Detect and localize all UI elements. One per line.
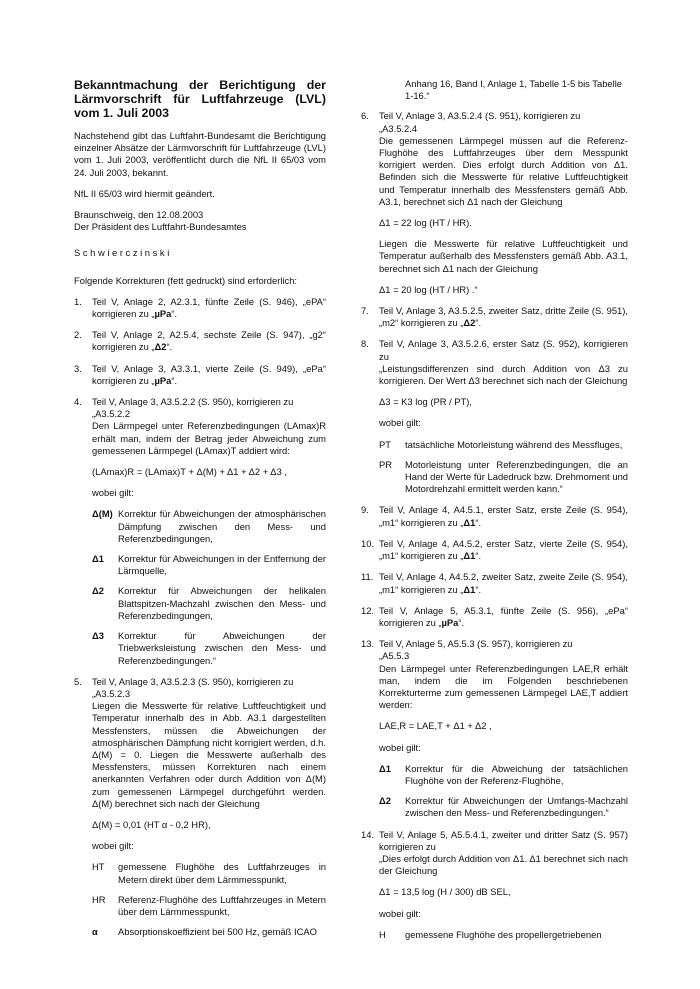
correction-item-2 [74, 329, 326, 353]
item-paragraph: Die gemessenen Lärmpegel müssen auf die Referenz-Flughöhe des Luftfahrzeuges über dem Messpunkt korrigiert werden. Dies erfolgt durch Addition von Δ1. Befinden sich die Messwerte für relative Luftfeuchtigkeit und Temperatur innerhalb des Messfensters gemäß Abb. A3.1, berechnet sich Δ1 nach der Gleichung [379, 134, 628, 207]
definition-symbol: α [92, 926, 98, 938]
item-text: Teil V, Anlage 2, A2.3.1, fünfte Zeile (S. 946), „ePA“ korrigieren zu „ [92, 295, 326, 320]
definition-symbol: HR [92, 893, 106, 905]
place-date-block [74, 209, 326, 233]
definition-text: Anhang 16, Band I, Anlage 1, Tabelle 1-5 bis Tabelle 1-16.“ [405, 78, 623, 102]
item-number: 8. [361, 338, 369, 350]
item-number: 7. [361, 305, 369, 317]
item-paragraph: Liegen die Messwerte für relative Luftfeuchtigkeit und Temperatur außerhalb des Messfensters gemäß Abb. A3.1, berechnet sich Δ1 nach der Gleichung [379, 238, 628, 274]
item-correction: Δ1 [463, 550, 476, 562]
definition-symbol: H [379, 928, 386, 940]
section-ref: „A3.5.2.2 [92, 408, 131, 420]
left-column [74, 78, 326, 947]
equation: LAE,R = LAE,T + Δ1 + Δ2 , [379, 720, 492, 732]
definition-row [92, 553, 326, 577]
item-correction: Δ1 [463, 516, 476, 528]
correction-item-7 [361, 305, 628, 329]
definition-row [92, 630, 326, 667]
correction-item-8 [361, 338, 628, 495]
correction-item-3 [74, 363, 326, 387]
signature: Schwierczinski [74, 247, 172, 259]
correction-item-12 [361, 605, 628, 629]
equation: Δ1 = 13,5 log (H / 300) dB SEL, [379, 886, 511, 898]
definition-row [92, 861, 326, 885]
definition-text: Absorptionskoeffizient bei 500 Hz, gemäß ICAO [118, 926, 317, 938]
item-correction: µPa [154, 308, 172, 320]
item-number: 13. [361, 638, 375, 650]
item-correction: Δ2 [463, 317, 476, 329]
item-correction: Δ1 [463, 583, 476, 595]
item-number: 9. [361, 504, 369, 516]
definition-row [92, 894, 326, 918]
item-text-end: “. [475, 550, 482, 562]
definition-text: Motorleistung unter Referenzbedingungen, die an Hand der Werte für Ladedruck bzw. Drehmoment und Motordrehzahl ermittelt werden kann.“ [405, 458, 628, 495]
item-text: Teil V, Anlage 4, A4.5.2, erster Satz, vierte Zeile (S. 954), „m1“ korrigieren zu „ [379, 537, 628, 562]
definition-text: Korrektur für Abweichungen der helikalen Blattspitzen-Machzahl zwischen den Mess- und Referenzbedingungen, [118, 585, 326, 621]
item-text-end: “. [171, 374, 178, 386]
definition-row [92, 926, 326, 938]
item-text: Teil V, Anlage 3, A3.5.2.4 (S. 951), korrigieren zu [379, 110, 581, 122]
item-correction: µPa [441, 616, 459, 628]
definition-symbol: Δ(M) [92, 508, 113, 520]
definition-row [379, 795, 628, 819]
item-number: 5. [74, 675, 82, 687]
item-number: 11. [361, 571, 374, 583]
equation: Δ1 = 22 log (HT / HR). [379, 217, 472, 229]
definition-continuation [379, 78, 628, 102]
definition-text: Korrektur für Abweichungen der Umfangs-Machzahl zwischen den Mess- und Referenzbedingungen.“ [405, 795, 628, 819]
item-text: Teil V, Anlage 3, A3.5.2.3 (S. 950), korrigieren zu [92, 675, 294, 687]
right-column [361, 78, 628, 950]
item-text-end: “. [475, 583, 482, 595]
item-text-end: “. [166, 341, 173, 353]
item-number: 2. [74, 329, 82, 341]
definition-text: Korrektur für die Abweichung der tatsächlichen Flughöhe von der Referenz-Flughöhe, [405, 762, 628, 786]
definition-symbol: Δ2 [92, 585, 104, 597]
correction-item-5 [74, 676, 326, 939]
definition-symbol: HT [92, 861, 105, 873]
item-paragraph: „Dies erfolgt durch Addition von Δ1. Δ1 berechnet sich nach der Gleichung [379, 852, 628, 877]
intro-paragraph: Nachstehend gibt das Luftfahrt-Bundesamt die Berichtigung einzelner Absätze der Lärmvorschrift für Luftfahrzeuge (LVL) vom 1. Juli 2003, veröffentlicht durch die NfL II 65/03 vom 24. Juli 2003, bekannt. [74, 130, 326, 178]
where-label: wobei gilt: [379, 417, 421, 429]
definition-symbol: PT [379, 438, 391, 450]
definition-text: Referenz-Flughöhe des Luftfahrzeuges in Metern über dem Lärmmesspunkt, [118, 893, 326, 917]
section-ref: „A3.5.2.4 [379, 122, 418, 134]
definition-row [379, 929, 628, 941]
where-label: wobei gilt: [92, 840, 134, 852]
definition-symbol: Δ1 [379, 762, 391, 774]
item-number: 3. [74, 362, 82, 374]
item-number: 4. [74, 396, 82, 408]
definition-symbol: Δ1 [92, 553, 104, 565]
correction-item-14 [361, 829, 628, 941]
item-paragraph: Den Lärmpegel unter Referenzbedingungen (LAmax)R erhält man, indem der Betrag jeder Abweichung zum gemessenen Lärmpegel (LAmax)T addiert wird: [92, 420, 326, 456]
item-text: Teil V, Anlage 3, A3.3.1, vierte Zeile (S. 949), „ePa“ korrigieren zu „ [92, 362, 326, 386]
definition-row [379, 459, 628, 496]
president-line: Der Präsident des Luftfahrt-Bundesamtes [74, 221, 247, 233]
where-label: wobei gilt: [379, 741, 421, 753]
lead-text: Folgende Korrekturen (fett gedruckt) sind erforderlich: [74, 274, 298, 286]
item-paragraph: „Leistungsdifferenzen sind durch Addition von Δ3 zu korrigieren. Der Wert Δ3 berechnet sich nach der Gleichung [379, 362, 628, 387]
item-paragraph: Den Lärmpegel unter Referenzbedingungen LAE,R erhält man, indem die im Folgenden beschriebenen Korrekturterme zum gemessenen Lärmpegel LAE,T addiert werden: [379, 662, 628, 711]
where-label: wobei gilt: [92, 487, 134, 499]
correction-item-6 [361, 110, 628, 296]
definition-text: Korrektur für Abweichungen in der Entfernung der Lärmquelle, [118, 553, 326, 577]
item-text-end: “. [475, 317, 482, 329]
correction-item-9 [361, 504, 628, 528]
nfl-note: NfL II 65/03 wird hiermit geändert. [74, 187, 215, 199]
definition-text: tatsächliche Motorleistung während des Messfluges, [405, 438, 623, 450]
definition-symbol: Δ2 [379, 795, 391, 807]
place-date: Braunschweig, den 12.08.2003 [74, 209, 204, 221]
item-correction: µPa [154, 374, 172, 386]
equation: (LAmax)R = (LAmax)T + Δ(M) + Δ1 + Δ2 + Δ3 , [92, 466, 287, 478]
item-text: Teil V, Anlage 5, A5.3.1, fünfte Zeile (S. 956), „ePa“ korrigieren zu „ [379, 604, 628, 628]
item-text-end: “. [475, 516, 482, 528]
definition-text: gemessene Flughöhe des Luftfahrzeuges in Metern direkt über dem Lärmmesspunkt, [118, 861, 326, 885]
equation: Δ3 = K3 log (PR / PT), [379, 396, 473, 408]
definition-text: gemessene Flughöhe des propellergetriebenen [405, 928, 602, 940]
item-number: 6. [361, 110, 369, 122]
correction-item-1 [74, 296, 326, 320]
item-text: Teil V, Anlage 4, A4.5.1, erster Satz, erste Zeile (S. 954), „m1“ korrigieren zu „ [379, 504, 628, 528]
item-text: Teil V, Anlage 2, A2.5.4, sechste Zeile (S. 947), „g2“ korrigieren zu „ [92, 329, 326, 353]
where-label: wobei gilt: [379, 907, 421, 919]
section-ref: „A3.5.2.3 [92, 687, 131, 699]
correction-item-13 [361, 638, 628, 819]
definition-row [92, 585, 326, 622]
definition-symbol: Δ3 [92, 630, 104, 642]
definition-symbol: PR [379, 458, 393, 470]
item-text: Teil V, Anlage 3, A3.5.2.2 (S. 950), korrigieren zu [92, 396, 294, 408]
item-text-end: “. [458, 616, 465, 628]
item-number: 1. [74, 295, 82, 307]
item-text-end: “. [171, 308, 178, 320]
item-text: Teil V, Anlage 3, A3.5.2.5, zweiter Satz, dritte Zeile (S. 951), „m2“ korrigieren zu „ [379, 305, 628, 329]
document-title: Bekanntmachung der Berichtigung der Lärmvorschrift für Luftfahrzeuge (LVL) vom 1. Juli 2003 [74, 78, 326, 120]
definition-row [379, 763, 628, 787]
item-paragraph: Liegen die Messwerte für relative Luftfeuchtigkeit und Temperatur innerhalb des in Abb. A3.1 dargestellten Messfensters, müssen die Abweichungen der atmosphärischen Dämpfung nicht korrigiert werden, d.h. Δ(M) = 0. Liegen die Messwerte außerhalb des Messfensters, müssen Korrekturen nach einem anerkannten Verfahren oder durch Addition von Δ(M) zum gemessenen Lärmpegel durchgeführt werden. Δ(M) berechnet sich nach der Gleichung [92, 700, 326, 809]
item-number: 12. [361, 604, 375, 616]
equation: Δ(M) = 0,01 (HT α - 0,2 HR), [92, 818, 211, 830]
correction-item-4 [74, 396, 326, 667]
correction-item-11 [361, 571, 628, 595]
item-text: Teil V, Anlage 3, A3.5.2.6, erster Satz (S. 952), korrigieren zu [379, 338, 628, 362]
definition-row [92, 508, 326, 545]
equation: Δ1 = 20 log (HT / HR) .“ [379, 283, 478, 295]
definition-text: Korrektur für Abweichungen der atmosphärischen Dämpfung zwischen den Mess- und Referenzbedingungen, [118, 508, 326, 544]
correction-item-10 [361, 538, 628, 562]
definition-row [379, 439, 628, 451]
item-text: Teil V, Anlage 4, A4.5.2, zweiter Satz, zweite Zeile (S. 954), „m1“ korrigieren zu „ [379, 571, 628, 595]
item-number: 14. [361, 828, 375, 840]
item-text: Teil V, Anlage 5, A5.5.4.1, zweiter und dritter Satz (S. 957) korrigieren zu [379, 828, 628, 852]
section-ref: „A5.5.3 [379, 650, 410, 662]
item-correction: Δ2 [154, 341, 167, 353]
definition-text: Korrektur für Abweichungen der Triebwerksleistung zwischen den Mess- und Referenzbedingungen.“ [118, 630, 326, 666]
item-text: Teil V, Anlage 5, A5.5.3 (S. 957), korrigieren zu [379, 638, 573, 650]
item-number: 10. [361, 537, 375, 549]
